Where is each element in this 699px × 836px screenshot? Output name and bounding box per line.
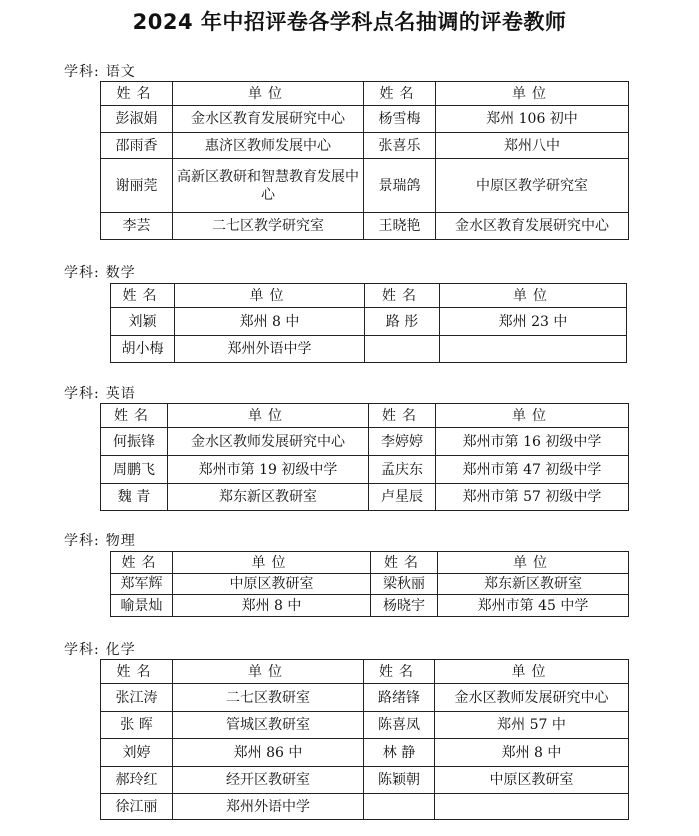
subject-prefix: 学科: (64, 64, 100, 80)
teacher-unit: 郑州市第 57 初级中学 (436, 484, 629, 511)
teacher-unit: 金水区教育发展研究中心 (436, 213, 629, 240)
subject-prefix: 学科: (64, 386, 100, 402)
subject-label-math (64, 262, 136, 282)
subject-label-physics (64, 530, 136, 550)
teacher-name: 喻景灿 (111, 595, 173, 617)
header-name: 姓名 (365, 284, 440, 308)
teacher-name: 卢星辰 (369, 484, 436, 511)
teacher-unit: 二七区教学研究室 (173, 213, 364, 240)
table-english (100, 403, 629, 511)
teacher-unit: 郑州外语中学 (175, 336, 365, 363)
document-title: 2024 年中招评卷各学科点名抽调的评卷教师 (132, 10, 567, 34)
teacher-name: 杨晓宇 (371, 595, 438, 617)
teacher-name: 杨雪梅 (364, 106, 436, 133)
table-header-row (111, 284, 627, 308)
teacher-name: 郑军辉 (111, 574, 173, 595)
teacher-name: 刘颖 (111, 308, 175, 336)
subject-name: 英语 (105, 386, 136, 402)
teacher-unit (435, 794, 629, 820)
teacher-unit: 经开区教研室 (173, 767, 364, 794)
teacher-unit: 郑州 8 中 (175, 308, 365, 336)
teacher-name: 张喜乐 (364, 133, 436, 159)
table-row (111, 574, 629, 595)
table-row (101, 133, 629, 159)
table-row (111, 336, 627, 363)
subject-label-chinese (64, 61, 136, 81)
teacher-name: 路 彤 (365, 308, 440, 336)
teacher-name: 郝玲红 (101, 767, 173, 794)
subject-name: 数学 (105, 265, 136, 281)
teacher-name: 路绪锋 (364, 684, 435, 712)
teacher-name: 何振锋 (101, 428, 168, 456)
header-name: 姓名 (101, 82, 173, 106)
table-row (101, 684, 629, 712)
teacher-unit: 管城区教研室 (173, 712, 364, 739)
teacher-name: 胡小梅 (111, 336, 175, 363)
teacher-unit: 中原区教学研究室 (436, 159, 629, 213)
table-row (101, 794, 629, 820)
teacher-name: 孟庆东 (369, 456, 436, 484)
header-name: 姓名 (364, 82, 436, 106)
subject-prefix: 学科: (64, 533, 100, 549)
header-unit: 单位 (173, 552, 371, 574)
table-header-row (111, 552, 629, 574)
teacher-unit: 郑州 23 中 (440, 308, 627, 336)
table-header-row (101, 82, 629, 106)
header-name: 姓名 (369, 404, 436, 428)
subject-label-chemistry (64, 639, 136, 659)
teacher-unit: 高新区教研和智慧教育发展中心 (173, 159, 364, 213)
table-header-row (101, 660, 629, 684)
teacher-unit: 郑州 86 中 (173, 739, 364, 767)
table-row (101, 484, 629, 511)
teacher-unit: 郑州市第 47 初级中学 (436, 456, 629, 484)
header-unit: 单位 (436, 404, 629, 428)
table-header-row (101, 404, 629, 428)
header-name: 姓名 (371, 552, 438, 574)
header-unit: 单位 (173, 82, 364, 106)
subject-name: 语文 (105, 64, 136, 80)
header-name: 姓名 (101, 660, 173, 684)
teacher-unit: 二七区教研室 (173, 684, 364, 712)
subject-name: 化学 (105, 642, 136, 658)
teacher-name: 刘婷 (101, 739, 173, 767)
teacher-name: 张江涛 (101, 684, 173, 712)
header-unit: 单位 (440, 284, 627, 308)
header-unit: 单位 (436, 82, 629, 106)
teacher-unit: 郑州 8 中 (173, 595, 371, 617)
header-unit: 单位 (435, 660, 629, 684)
table-physics (110, 551, 629, 617)
header-unit: 单位 (175, 284, 365, 308)
table-chinese (100, 81, 629, 240)
teacher-unit: 郑州 57 中 (435, 712, 629, 739)
teacher-unit: 郑州市第 45 中学 (438, 595, 629, 617)
teacher-name: 邵雨香 (101, 133, 173, 159)
teacher-name: 彭淑娟 (101, 106, 173, 133)
teacher-name (364, 794, 435, 820)
header-unit: 单位 (438, 552, 629, 574)
teacher-unit: 金水区教师发展研究中心 (435, 684, 629, 712)
teacher-name: 梁秋丽 (371, 574, 438, 595)
teacher-name: 景瑞鸽 (364, 159, 436, 213)
teacher-unit: 郑州市第 19 初级中学 (168, 456, 369, 484)
teacher-name: 周鹏飞 (101, 456, 168, 484)
subject-prefix: 学科: (64, 642, 100, 658)
table-row (101, 106, 629, 133)
table-row (101, 739, 629, 767)
teacher-name: 张 晖 (101, 712, 173, 739)
header-name: 姓名 (111, 284, 175, 308)
teacher-unit: 金水区教育发展研究中心 (173, 106, 364, 133)
table-math (110, 283, 627, 363)
teacher-name: 王晓艳 (364, 213, 436, 240)
teacher-name: 谢丽莞 (101, 159, 173, 213)
table-row (101, 428, 629, 456)
table-row (101, 213, 629, 240)
teacher-unit: 郑州八中 (436, 133, 629, 159)
teacher-unit: 郑东新区教研室 (438, 574, 629, 595)
teacher-unit: 郑州市第 16 初级中学 (436, 428, 629, 456)
table-row (101, 456, 629, 484)
teacher-unit: 金水区教师发展研究中心 (168, 428, 369, 456)
table-row (111, 595, 629, 617)
table-row (101, 767, 629, 794)
table-chemistry (100, 659, 629, 820)
table-row (111, 308, 627, 336)
subject-label-english (64, 383, 136, 403)
teacher-unit: 郑州 8 中 (435, 739, 629, 767)
teacher-unit: 郑东新区教研室 (168, 484, 369, 511)
teacher-name: 李婷婷 (369, 428, 436, 456)
teacher-name: 陈颖朝 (364, 767, 435, 794)
header-unit: 单位 (168, 404, 369, 428)
subject-name: 物理 (105, 533, 136, 549)
teacher-unit: 郑州外语中学 (173, 794, 364, 820)
teacher-name: 魏 青 (101, 484, 168, 511)
teacher-name (365, 336, 440, 363)
teacher-unit: 郑州 106 初中 (436, 106, 629, 133)
header-unit: 单位 (173, 660, 364, 684)
header-name: 姓名 (364, 660, 435, 684)
teacher-unit: 中原区教研室 (173, 574, 371, 595)
header-name: 姓名 (111, 552, 173, 574)
teacher-name: 李芸 (101, 213, 173, 240)
teacher-name: 陈喜凤 (364, 712, 435, 739)
header-name: 姓名 (101, 404, 168, 428)
subject-prefix: 学科: (64, 265, 100, 281)
table-row (101, 712, 629, 739)
table-row (101, 159, 629, 213)
teacher-unit (440, 336, 627, 363)
teacher-unit: 惠济区教师发展中心 (173, 133, 364, 159)
teacher-unit: 中原区教研室 (435, 767, 629, 794)
teacher-name: 徐江丽 (101, 794, 173, 820)
teacher-name: 林 静 (364, 739, 435, 767)
